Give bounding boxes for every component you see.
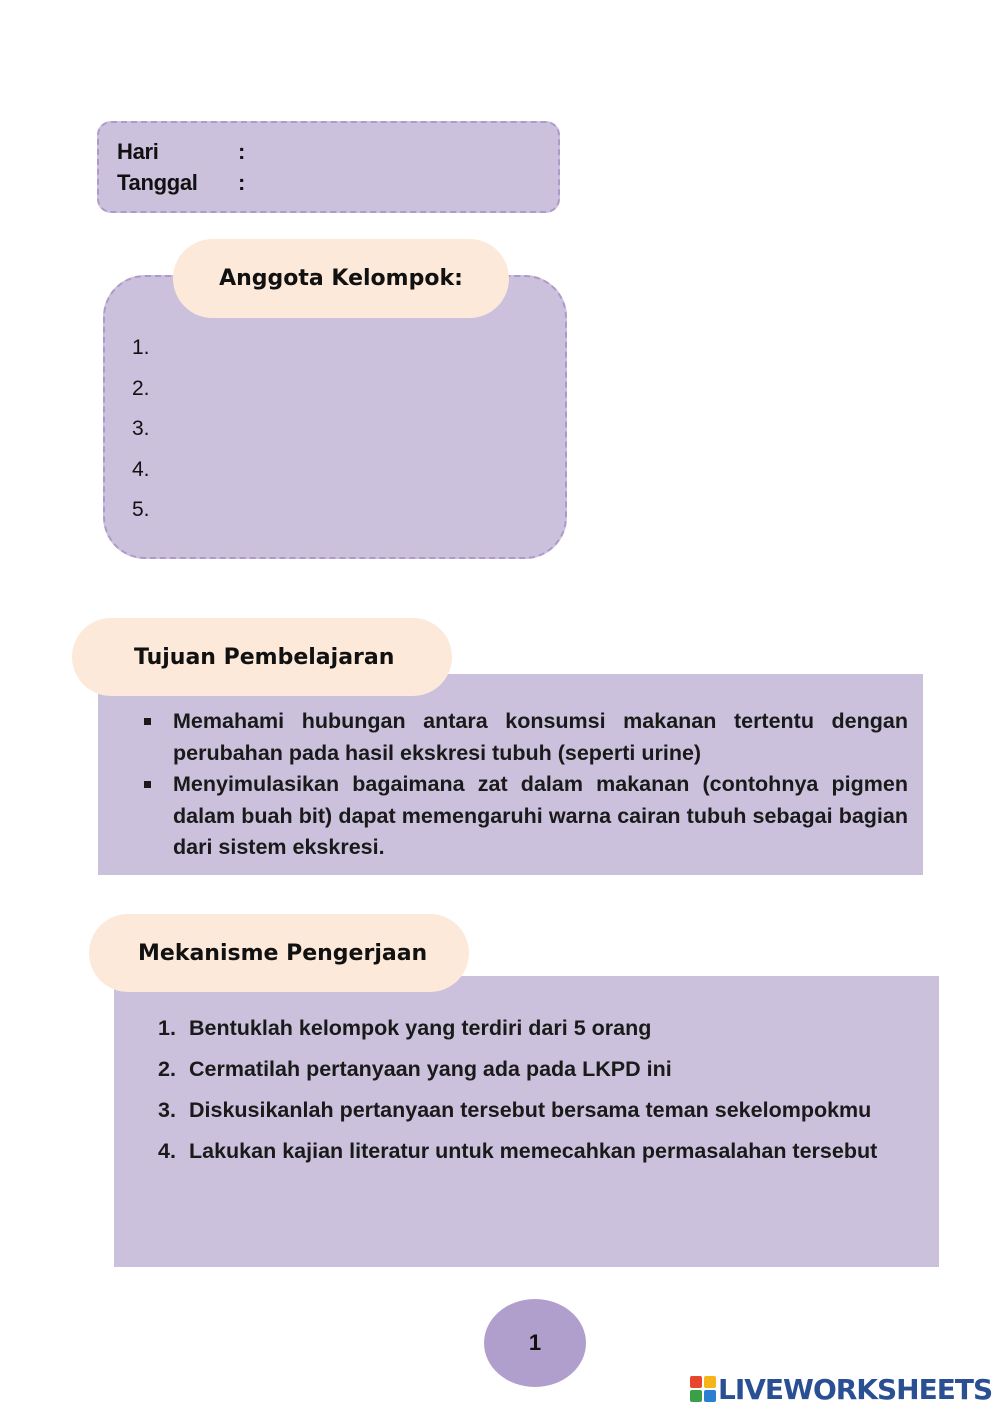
member-number-4: 4. (132, 458, 150, 481)
tujuan-list (143, 706, 908, 864)
tujuan-item: Menyimulasikan bagaimana zat dalam makanan (contohnya pigmen dalam buah bit) dapat memengaruhi warna cairan tubuh sebagai bagian dari sistem ekskresi. (143, 769, 908, 864)
mekanisme-item-text: Lakukan kajian literatur untuk memecahkan permasalahan tersebut (189, 1139, 878, 1163)
mekanisme-list (158, 1008, 888, 1172)
liveworksheets-logo-icon (690, 1376, 716, 1402)
liveworksheets-logo[interactable] (690, 1372, 992, 1406)
tanggal-colon: : (238, 170, 246, 195)
members-title: Anggota Kelompok: (173, 239, 509, 318)
mekanisme-item (158, 1131, 888, 1172)
member-number-1: 1. (132, 336, 150, 359)
liveworksheets-logo-text: LIVEWORKSHEETS (718, 1372, 993, 1406)
member-number-2: 2. (132, 377, 150, 400)
logo-square-green (690, 1390, 702, 1402)
mekanisme-title: Mekanisme Pengerjaan (89, 914, 469, 992)
tanggal-row (117, 170, 246, 196)
member-number-3: 3. (132, 417, 150, 440)
tujuan-title: Tujuan Pembelajaran (72, 618, 452, 696)
mekanisme-item-number: 4. (158, 1139, 176, 1163)
mekanisme-item (158, 1090, 888, 1131)
mekanisme-item-text: Bentuklah kelompok yang terdiri dari 5 orang (189, 1016, 652, 1040)
mekanisme-item-number: 3. (158, 1098, 176, 1122)
hari-colon: : (238, 139, 246, 164)
hari-row (117, 139, 246, 165)
mekanisme-item (158, 1049, 888, 1090)
page-number: 1 (484, 1299, 586, 1387)
date-info-box (97, 121, 560, 213)
tanggal-label: Tanggal (117, 170, 198, 195)
member-number-5: 5. (132, 498, 150, 521)
mekanisme-item-number: 1. (158, 1016, 176, 1040)
mekanisme-item (158, 1008, 888, 1049)
logo-square-yellow (704, 1376, 716, 1388)
mekanisme-item-number: 2. (158, 1057, 176, 1081)
tujuan-item: Memahami hubungan antara konsumsi makanan tertentu dengan perubahan pada hasil ekskresi tubuh (seperti urine) (143, 706, 908, 769)
mekanisme-item-text: Cermatilah pertanyaan yang ada pada LKPD ini (189, 1057, 672, 1081)
hari-label: Hari (117, 139, 159, 164)
logo-square-red (690, 1376, 702, 1388)
mekanisme-item-text: Diskusikanlah pertanyaan tersebut bersama teman sekelompokmu (189, 1098, 872, 1122)
logo-square-blue (704, 1390, 716, 1402)
